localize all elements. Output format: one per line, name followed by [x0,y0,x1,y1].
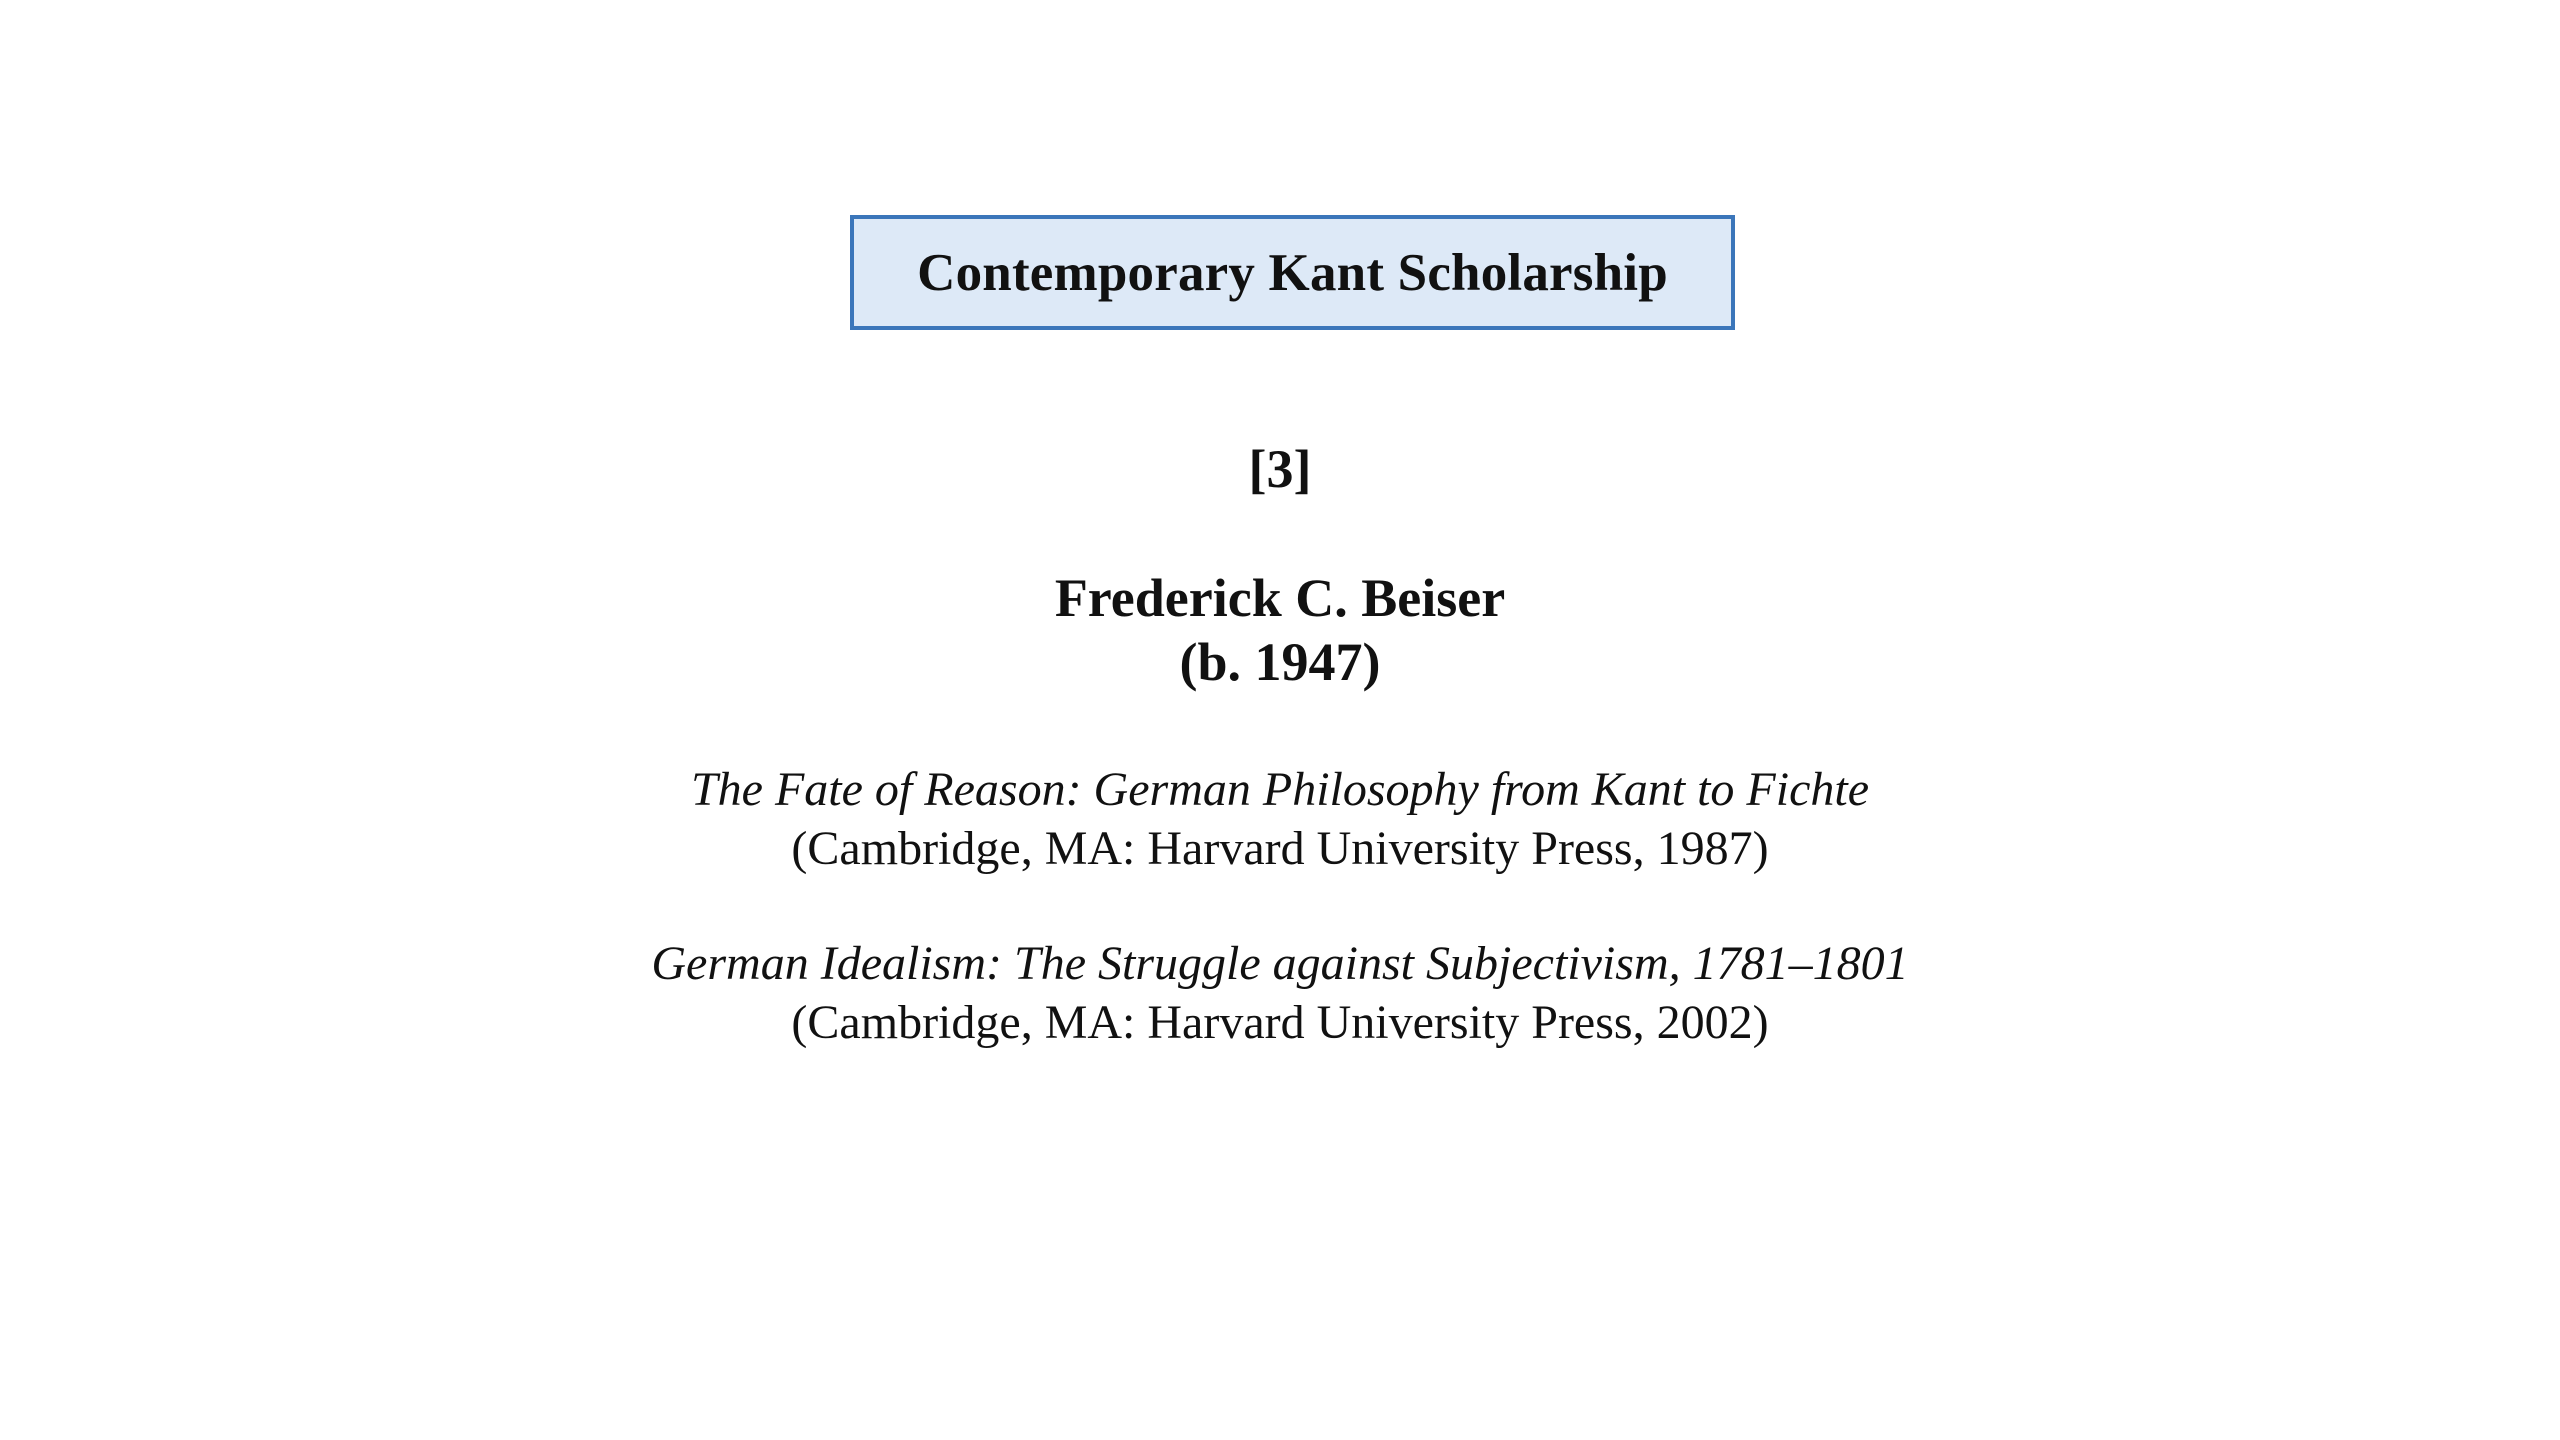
book-title: The Fate of Reason: German Philosophy from Kant to Fichte [690,763,1870,816]
entry-number: [3] [1248,439,1312,499]
author-name: Frederick C. Beiser [1054,568,1506,628]
book-imprint: (Cambridge, MA: Harvard University Press, 2002) [791,996,1769,1049]
author-dates: (b. 1947) [1179,632,1381,692]
page-title: Contemporary Kant Scholarship [917,243,1668,302]
book-title: German Idealism: The Struggle against Subjectivism, 1781–1801 [651,937,1909,990]
title-box [850,215,1735,330]
book-imprint: (Cambridge, MA: Harvard University Press, 1987) [791,822,1769,875]
